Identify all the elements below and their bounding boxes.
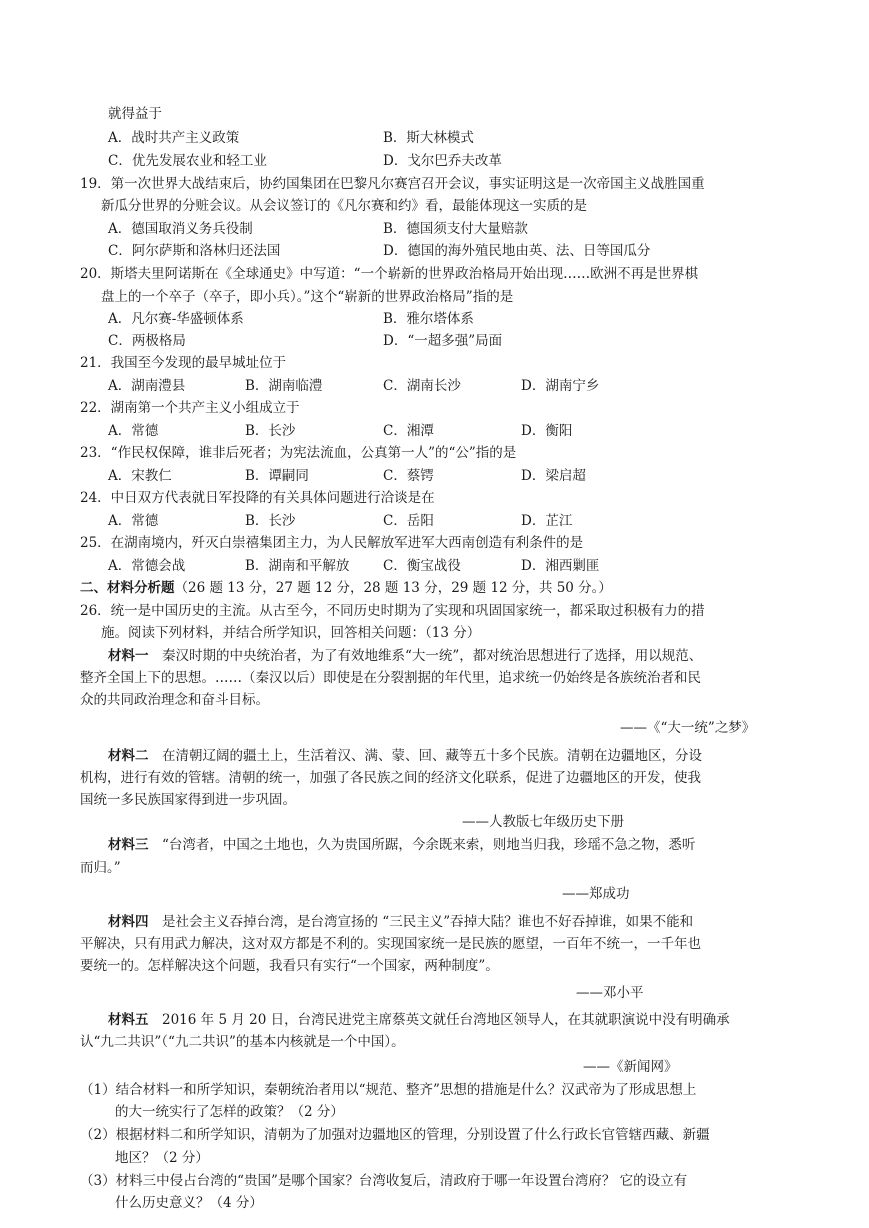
q19-option-a: A．德国取消义务兵役制 xyxy=(108,221,253,237)
material3-label: 材料三 xyxy=(108,837,149,853)
q20-option-c: C．两极格局 xyxy=(108,333,186,349)
q22-stem: 22．湖南第一个共产主义小组成立于 xyxy=(80,400,300,416)
material2-label: 材料二 xyxy=(108,748,149,764)
material4-line1 xyxy=(108,912,693,932)
material4-text: 是社会主义吞掉台湾，是台湾宣扬的 “三民主义”吞掉大陆？谁也不好吞掉谁，如果不能和 xyxy=(148,914,694,930)
q23-option-d: D．梁启超 xyxy=(521,468,586,484)
material2-line2: 机构，进行有效的管辖。清朝的统一，加强了各民族之间的经济文化联系，促进了边疆地区的开发，使我 xyxy=(80,770,701,786)
q21-option-c: C．湖南长沙 xyxy=(383,378,461,394)
q25-option-a: A．常德会战 xyxy=(108,558,186,574)
q18-option-c: C．优先发展农业和轻工业 xyxy=(108,153,267,169)
q18-option-a: A．战时共产主义政策 xyxy=(108,130,240,146)
material1-source: ——《“大一统”之梦》 xyxy=(620,720,756,736)
material5-line1 xyxy=(108,1010,730,1030)
material4-label: 材料四 xyxy=(108,914,149,930)
material2-source: ——人教版七年级历史下册 xyxy=(462,814,624,830)
q26-stem-line1: 26．统一是中国历史的主流。从古至今，不同历史时期为了实现和巩固国家统一，都采取过积极有力的措 xyxy=(80,603,705,619)
material3-line2: 而归。” xyxy=(80,860,121,876)
q23-stem: 23．“作民权保障，谁非后死者；为宪法流血，公真第一人”的“公”指的是 xyxy=(80,445,517,461)
material3-text: “台湾者，中国之土地也，久为贵国所踞，今余既来索，则地当归我，珍瑶不急之物，悉听 xyxy=(148,837,696,853)
q23-option-a: A．宋教仁 xyxy=(108,468,172,484)
q24-option-a: A．常德 xyxy=(108,513,159,529)
section2-heading: 二、材料分析题 xyxy=(80,580,175,596)
q18-continuation: 就得益于 xyxy=(108,106,162,122)
subquestion1-line1: （1）结合材料一和所学知识，秦朝统治者用以“规范、整齐”思想的措施是什么？汉武帝为了形成思想上 xyxy=(80,1082,697,1098)
q22-option-a: A．常德 xyxy=(108,423,159,439)
q21-option-a: A．湖南澧县 xyxy=(108,378,186,394)
material5-line2: 认“九二共识”（“九二共识”的基本内核就是一个中国）。 xyxy=(80,1034,405,1050)
q22-option-d: D．衡阳 xyxy=(521,423,573,439)
material2-line3: 国统一多民族国家得到进一步巩固。 xyxy=(80,792,296,808)
q25-option-d: D．湘西剿匪 xyxy=(521,558,600,574)
q18-option-d: D．戈尔巴乔夫改革 xyxy=(383,153,502,169)
q18-option-b: B．斯大林模式 xyxy=(383,130,474,146)
q25-stem: 25．在湖南境内，歼灭白崇禧集团主力，为人民解放军进军大西南创造有利条件的是 xyxy=(80,535,584,551)
q20-stem-line2: 盘上的一个卒子（卒子，即小兵）。”这个“崭新的世界政治格局”指的是 xyxy=(101,289,514,305)
q21-stem: 21．我国至今发现的最早城址位于 xyxy=(80,355,287,371)
material2-line1 xyxy=(108,746,702,766)
material4-line2: 平解决，只有用武力解决，这对双方都是不利的。实现国家统一是民族的愿望，一百年不统一，一千年也 xyxy=(80,936,701,952)
q26-stem-line2: 施。阅读下列材料，并结合所学知识，回答相关问题：（13 分） xyxy=(101,625,481,641)
q25-option-b: B．湖南和平解放 xyxy=(245,558,350,574)
q20-option-a: A．凡尔赛-华盛顿体系 xyxy=(108,311,244,327)
material1-line3: 众的共同政治理念和奋斗目标。 xyxy=(80,692,269,708)
subquestion2-line2: 地区？（2 分） xyxy=(115,1150,209,1166)
q22-option-c: C．湘潭 xyxy=(383,423,434,439)
material1-line1 xyxy=(108,646,702,666)
q24-option-b: B．长沙 xyxy=(245,513,296,529)
q22-option-b: B．长沙 xyxy=(245,423,296,439)
q24-stem: 24．中日双方代表就日军投降的有关具体问题进行洽谈是在 xyxy=(80,490,435,506)
material5-source: ——《新闻网》 xyxy=(583,1059,678,1075)
q19-stem-line2: 新瓜分世界的分赃会议。从会议签订的《凡尔赛和约》看，最能体现这一实质的是 xyxy=(101,198,587,214)
subquestion3-line2: 什么历史意义？（4 分） xyxy=(115,1195,263,1211)
section2-score-note: （26 题 13 分，27 题 12 分，28 题 13 分，29 题 12 分，共 50 分。） xyxy=(174,580,612,596)
q20-option-d: D．“一超多强”局面 xyxy=(383,333,503,349)
material3-line1 xyxy=(108,835,695,855)
section2-header xyxy=(80,578,612,598)
material2-text: 在清朝辽阔的疆土上，生活着汉、满、蒙、回、藏等五十多个民族。清朝在边疆地区，分设 xyxy=(148,748,702,764)
subquestion3-line1: （3）材料三中侵占台湾的“贵国”是哪个国家？台湾收复后，清政府于哪一年设置台湾府？ 它的设立有 xyxy=(80,1173,688,1189)
material4-source: ——邓小平 xyxy=(576,985,644,1001)
q23-option-b: B．谭嗣同 xyxy=(245,468,309,484)
material1-label: 材料一 xyxy=(108,648,149,664)
q24-option-c: C．岳阳 xyxy=(383,513,434,529)
q19-option-b: B．德国须支付大量赔款 xyxy=(383,221,528,237)
q24-option-d: D．芷江 xyxy=(521,513,573,529)
q23-option-c: C．蔡锷 xyxy=(383,468,434,484)
q19-option-c: C．阿尔萨斯和洛林归还法国 xyxy=(108,243,281,259)
subquestion1-line2: 的大一统实行了怎样的政策？（2 分） xyxy=(115,1104,344,1120)
material5-text: 2016 年 5 月 20 日，台湾民进党主席蔡英文就任台湾地区领导人，在其就职演说中没有明确承 xyxy=(148,1012,730,1028)
q19-option-d: D．德国的海外殖民地由英、法、日等国瓜分 xyxy=(383,243,651,259)
q19-stem-line1: 19．第一次世界大战结束后，协约国集团在巴黎凡尔赛宫召开会议，事实证明这是一次帝国主义战胜国重 xyxy=(80,176,705,192)
q20-stem-line1: 20．斯塔夫里阿诺斯在《全球通史》中写道：“一个崭新的世界政治格局开始出现……欧洲不再是世界棋 xyxy=(80,266,699,282)
q21-option-d: D．湖南宁乡 xyxy=(521,378,600,394)
q20-option-b: B．雅尔塔体系 xyxy=(383,311,474,327)
q21-option-b: B．湖南临澧 xyxy=(245,378,323,394)
material1-text: 秦汉时期的中央统治者，为了有效地维系“大一统”，都对统治思想进行了选择，用以规范、 xyxy=(148,648,703,664)
material4-line3: 要统一的。怎样解决这个问题，我看只有实行“一个国家，两种制度”。 xyxy=(80,958,499,974)
material1-line2: 整齐全国上下的思想。……（秦汉以后）即使是在分裂割据的年代里，追求统一仍始终是各族统治者和民 xyxy=(80,670,701,686)
q25-option-c: C．衡宝战役 xyxy=(383,558,461,574)
subquestion2-line1: （2）根据材料二和所学知识，清朝为了加强对边疆地区的管理，分别设置了什么行政长官管辖西藏、新疆 xyxy=(80,1127,710,1143)
material3-source: ——郑成功 xyxy=(562,886,630,902)
material5-label: 材料五 xyxy=(108,1012,149,1028)
